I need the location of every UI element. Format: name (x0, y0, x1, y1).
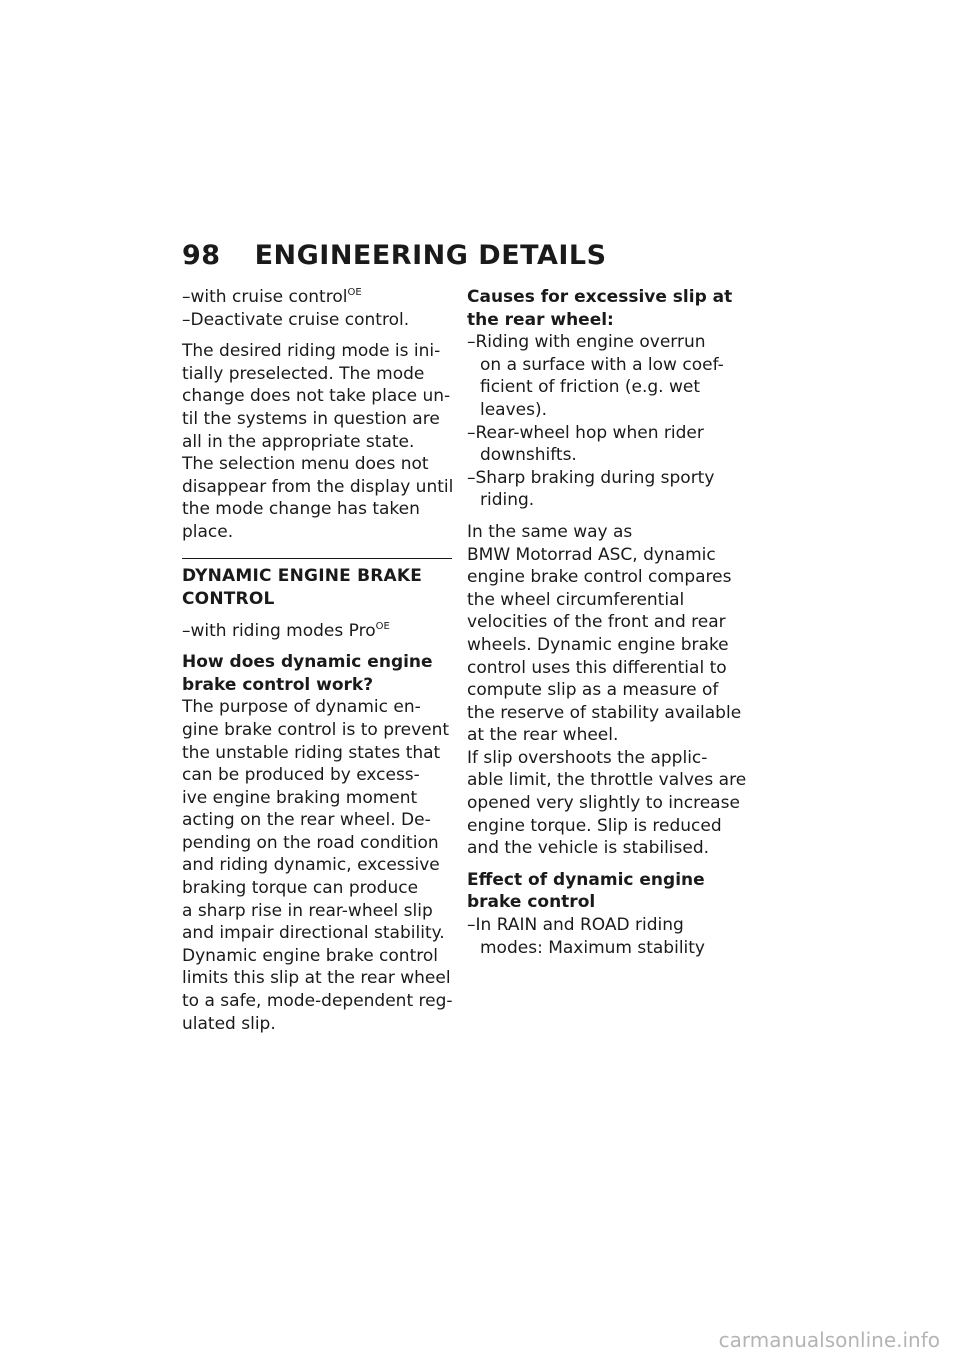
optional-equipment-mark: OE (375, 620, 390, 632)
watermark: carmanualsonline.info (718, 1328, 940, 1352)
heading-line: the rear wheel: (467, 309, 614, 330)
causes-list (467, 331, 742, 512)
right-column (467, 286, 747, 959)
list-item-line: on a surface with a low coef- (480, 354, 724, 375)
paragraph-line: the unstable riding states that (182, 742, 441, 763)
list-item (467, 914, 742, 959)
list-item (467, 331, 742, 421)
paragraph-line: the reserve of stability available (467, 702, 742, 723)
heading-line: Effect of dynamic engine (467, 869, 705, 890)
riding-modes-option (182, 620, 452, 643)
paragraph-line: change does not take place un- (182, 386, 451, 407)
comparison-paragraph (467, 521, 747, 860)
list-item-line: leaves). (480, 399, 548, 420)
section-divider (182, 558, 452, 611)
paragraph-line: ulated slip. (182, 1013, 276, 1034)
paragraph-line: til the systems in question are (182, 408, 440, 429)
page-header (182, 240, 607, 271)
how-it-works-heading (182, 651, 452, 696)
chapter-title: ENGINEERING DETAILS (254, 240, 607, 271)
purpose-paragraph (182, 696, 452, 1035)
effect-heading (467, 869, 742, 914)
list-item (467, 467, 742, 512)
paragraph-line: opened very slightly to increase (467, 793, 740, 814)
paragraph-line: ive engine braking moment (182, 787, 418, 808)
paragraph-line: gine brake control is to prevent (182, 719, 450, 740)
section-title (182, 565, 452, 611)
paragraph-line: If slip overshoots the applic- (467, 747, 708, 768)
paragraph-line: BMW Motorrad ASC, dynamic (467, 544, 716, 565)
list-item-line: –Riding with engine overrun (467, 332, 706, 353)
paragraph-line: wheels. Dynamic engine brake (467, 634, 729, 655)
list-item-line: –Sharp braking during sporty (467, 467, 715, 488)
paragraph-line: compute slip as a measure of (467, 680, 719, 701)
paragraph-line: and impair directional stability. (182, 923, 445, 944)
paragraph-line: to a safe, mode-dependent reg- (182, 991, 453, 1012)
paragraph-line: able limit, the throttle valves are (467, 770, 747, 791)
paragraph-line: acting on the rear wheel. De- (182, 810, 431, 831)
paragraph-line: the mode change has taken (182, 499, 420, 520)
causes-heading (467, 286, 742, 331)
list-item-line: –In RAIN and ROAD riding (467, 915, 684, 936)
left-column (182, 286, 452, 1035)
riding-modes-text: –with riding modes Pro (182, 620, 376, 641)
paragraph-line: and the vehicle is stabilised. (467, 838, 710, 859)
paragraph-line: can be produced by excess- (182, 765, 420, 786)
paragraph-line: tially preselected. The mode (182, 363, 425, 384)
paragraph-line: limits this slip at the rear wheel (182, 968, 451, 989)
paragraph-line: place. (182, 521, 234, 542)
paragraph-line: engine torque. Slip is reduced (467, 815, 722, 836)
mode-preselection-paragraph (182, 340, 452, 543)
paragraph-line: the wheel circumferential (467, 589, 685, 610)
paragraph-line: engine brake control compares (467, 567, 732, 588)
paragraph-line: disappear from the display until (182, 476, 454, 497)
paragraph-line: In the same way as (467, 521, 633, 542)
paragraph-line: The selection menu does not (182, 454, 429, 475)
list-item-line: –Rear-wheel hop when rider (467, 422, 704, 443)
paragraph-line: all in the appropriate state. (182, 431, 415, 452)
section-title-line: DYNAMIC ENGINE BRAKE (182, 565, 423, 586)
paragraph-line: and riding dynamic, excessive (182, 855, 440, 876)
list-item-line: riding. (480, 490, 535, 511)
heading-line: brake control work? (182, 674, 374, 695)
list-item-line: modes: Maximum stability (480, 937, 705, 958)
heading-line: How does dynamic engine (182, 652, 433, 673)
list-item (467, 422, 742, 467)
effects-list (467, 914, 742, 959)
paragraph-line: at the rear wheel. (467, 725, 619, 746)
section-title-line: CONTROL (182, 588, 275, 609)
paragraph-line: The purpose of dynamic en- (182, 697, 421, 718)
heading-line: Causes for excessive slip at (467, 287, 733, 307)
paragraph-line: The desired riding mode is ini- (182, 341, 441, 362)
paragraph-line: braking torque can produce (182, 878, 419, 899)
heading-line: brake control (467, 892, 596, 913)
paragraph-line: a sharp rise in rear-wheel slip (182, 900, 433, 921)
list-item-line: downshifts. (480, 445, 577, 466)
cruise-control-option (182, 286, 452, 309)
optional-equipment-mark: OE (347, 287, 362, 298)
page-number: 98 (182, 240, 221, 271)
deactivate-step: –Deactivate cruise control. (182, 309, 410, 330)
paragraph-line: Dynamic engine brake control (182, 945, 438, 966)
paragraph-line: pending on the road condition (182, 832, 439, 853)
paragraph-line: control uses this differential to (467, 657, 727, 678)
paragraph-line: velocities of the front and rear (467, 612, 726, 633)
cruise-option-text: –with cruise control (182, 287, 348, 307)
list-item-line: ficient of friction (e.g. wet (480, 377, 701, 398)
